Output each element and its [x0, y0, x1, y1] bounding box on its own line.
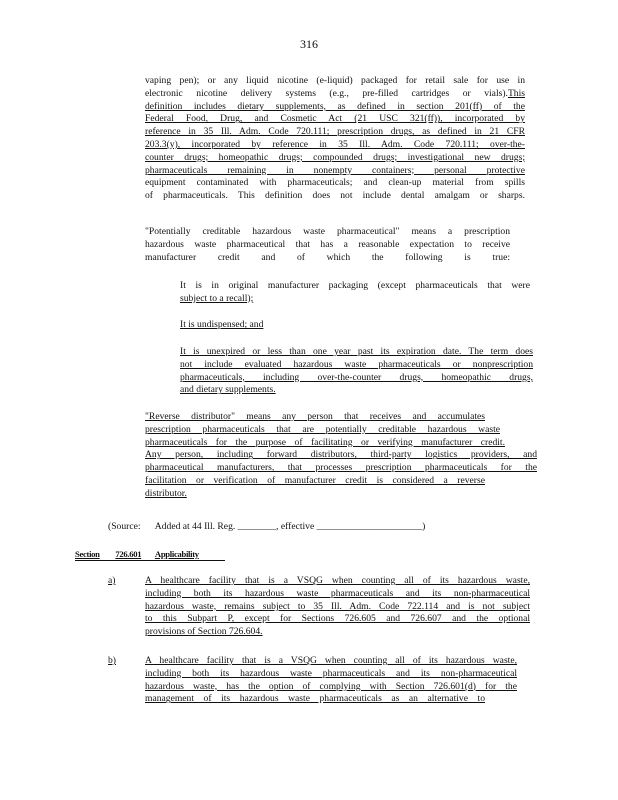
inserted-line: Federal Food, Drug, and Cosmetic Act (21 USC 321(ff)), incorporated by [145, 113, 525, 125]
condition-line: It is unexpired or less than one year past its expiration date. The term does [180, 346, 533, 357]
subsection-line: including both its hazardous waste pharmaceuticals and its non-pharmaceutical [145, 667, 517, 679]
condition-line: not include evaluated hazardous waste pharmaceuticals or nonprescription [180, 358, 533, 370]
inserted-text: This [507, 87, 525, 99]
inserted-line: pharmaceuticals for the purpose of facilitating or verifying manufacturer credit. [145, 436, 505, 448]
subsection-line: hazardous waste, has the option of complying with Section 726.601(d) for the [145, 680, 517, 692]
subsection-label-a: a) [108, 575, 116, 586]
inserted-line: 203.3(y), incorporated by reference in 35 Ill. Adm. Code 720.111; over-the- [145, 138, 525, 150]
blank-effective-date: ______________________ [316, 521, 423, 532]
inserted-line: reference in 35 Ill. Adm. Code 720.111; prescription drugs, as defined in 21 CFR [145, 126, 525, 138]
section-heading [75, 549, 199, 559]
condition-2 [180, 319, 530, 332]
subsection-line: A healthcare facility that is a VSQG when counting all of its hazardous waste, [145, 575, 530, 586]
paragraph-line: "Potentially creditable hazardous waste pharmaceutical" means a prescription [145, 226, 510, 237]
paragraph-line: of pharmaceuticals. This definition does not include dental amalgam or sharps. [145, 190, 525, 202]
subsection-label-b: b) [108, 655, 116, 666]
source-close: ) [422, 521, 426, 532]
subsection-line: including both its hazardous waste pharmaceuticals and its non-pharmaceutical [145, 587, 530, 599]
inserted-line: prescription pharmaceuticals that are potentially creditable hazardous waste [145, 423, 500, 435]
inserted-line: facilitation or verification of manufacturer credit is considered a reverse [145, 474, 485, 486]
subsection-line: hazardous waste, remains subject to 35 Ill. Adm. Code 722.114 and is not subject [145, 600, 530, 612]
potentially-creditable-definition [145, 226, 510, 264]
section-heading-underline [75, 560, 225, 561]
inserted-line: distributor. [145, 487, 187, 499]
condition-1 [180, 280, 530, 306]
condition-3 [180, 346, 533, 397]
paragraph-line: vaping pen); or any liquid nicotine (e-liquid) packaged for retail sale for use in [145, 75, 525, 86]
paragraph-line: manufacturer credit and of which the following is true: [145, 251, 510, 263]
condition-line: It is undispensed; and [180, 319, 264, 330]
inserted-line: Any person, including forward distributors, third-party logistics providers, and [145, 449, 537, 461]
paragraph-line [145, 88, 525, 101]
page-number: 316 [300, 37, 318, 51]
subsection-line: provisions of Section 726.604. [145, 626, 263, 638]
inserted-line: pharmaceuticals remaining in nonempty containers; personal protective [145, 164, 525, 176]
subsection-line: management of its hazardous waste pharmaceuticals as an alternative to [145, 693, 485, 705]
condition-line: subject to a recall); [180, 292, 254, 304]
blank-register-number: ________ [237, 521, 277, 532]
section-label: Section [75, 549, 100, 559]
section-number: 726.601 [115, 549, 142, 559]
subsection-line: A healthcare facility that is a VSQG when counting all of its hazardous waste, [145, 655, 517, 666]
paragraph-line: equipment contaminated with pharmaceuticals; and clean-up material from spills [145, 177, 525, 189]
inserted-line: "Reverse distributor" means any person that receives and accumulates [145, 411, 485, 422]
source-text: Added at 44 Ill. Reg. [154, 521, 236, 532]
condition-line: and dietary supplements. [180, 384, 276, 396]
inserted-line: counter drugs; homeopathic drugs; compounded drugs; investigational new drugs; [145, 151, 525, 163]
inserted-line: pharmaceutical manufacturers, that processes prescription pharmaceuticals for the [145, 462, 537, 474]
subsection-b [145, 655, 517, 706]
inserted-line: definition includes dietary supplements, as defined in section 201(ff) of the [145, 100, 525, 112]
condition-line: It is in original manufacturer packaging (except pharmaceuticals that were [180, 280, 530, 291]
reverse-distributor-definition [145, 411, 537, 501]
source-prefix: (Source: [108, 521, 141, 532]
paragraph-line-text: electronic nicotine delivery systems (e.g., pre-filled cartridges or vials). [145, 87, 508, 99]
subsection-a [145, 575, 530, 639]
section-title: Applicability [154, 549, 199, 559]
paragraph-line: hazardous waste pharmaceutical that has a reasonable expectation to receive [145, 238, 510, 250]
effective-label: , effective [276, 521, 315, 532]
source-note [108, 521, 508, 534]
condition-line: pharmaceuticals, including over-the-counter drugs, homeopathic drugs, [180, 371, 533, 383]
subsection-line: to this Subpart P, except for Sections 726.605 and 726.607 and the optional [145, 613, 530, 625]
definition-paragraph [145, 75, 525, 203]
